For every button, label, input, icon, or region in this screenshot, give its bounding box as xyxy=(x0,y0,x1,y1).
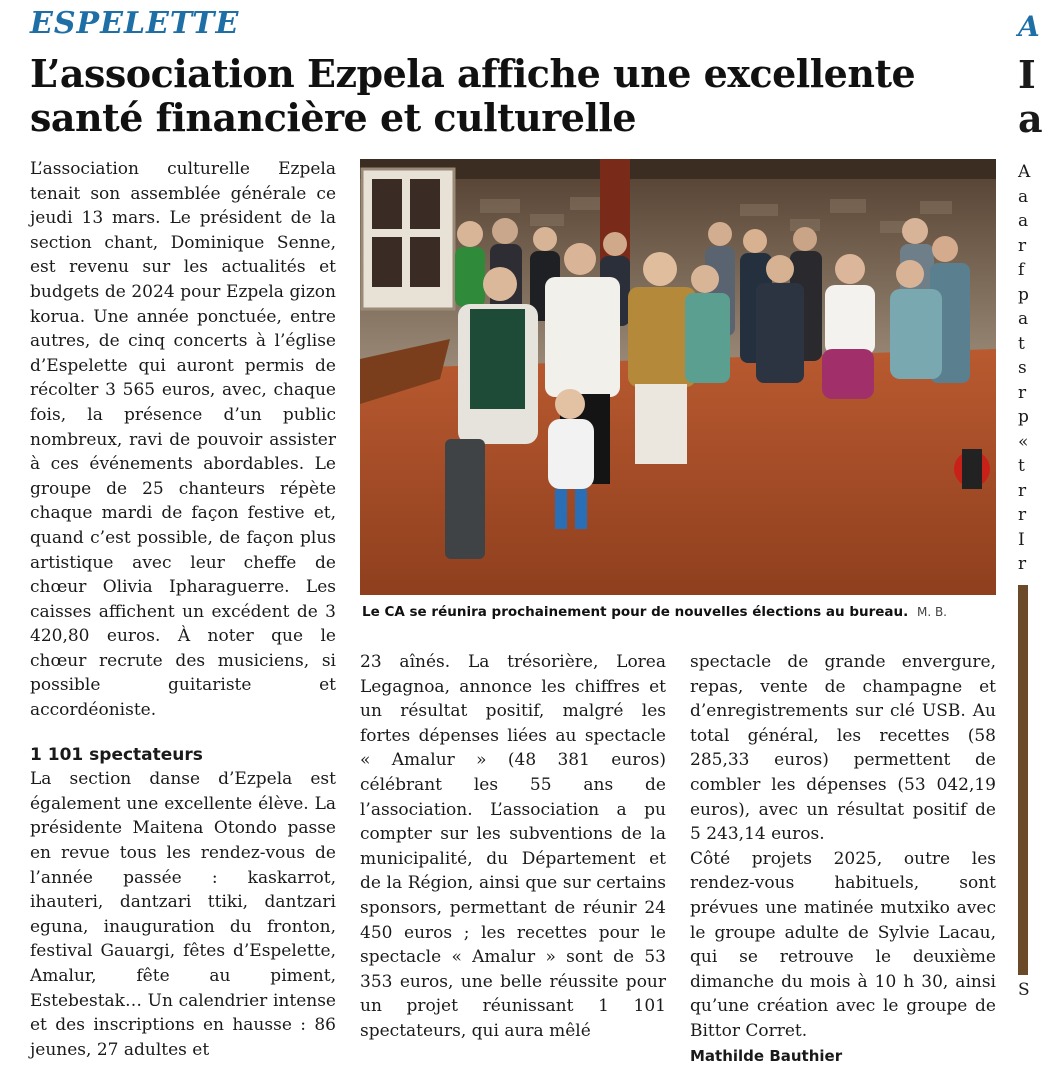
adjacent-kicker: A xyxy=(1018,10,1040,43)
adjacent-line-fragment: r xyxy=(1018,234,1030,259)
adjacent-line-fragment: a xyxy=(1018,185,1030,210)
article-column-2 xyxy=(360,650,666,1044)
adjacent-line-fragment: r xyxy=(1018,381,1030,406)
article-paragraph: L’association culturelle Ezpela tenait son assemblée générale ce jeudi 13 mars. Le président de la section chant, Dominique Senne, est revenu sur les actualités et budgets de 2024 pour Ezpela gizon korua. Une année ponctuée, entre autres, de cinq concerts à l’église d’Espelette qui auront permis de récolter 3 565 euros, avec, chaque fois, la présence d’un public nombreux, ravi de pouvoir assister à ces événements abordables. Le groupe de 25 chanteurs répète chaque mardi de façon festive et, quand c’est possible, de façon plus artistique avec leur cheffe de chœur Olivia Ipharaguerre. Les caisses affichent un excédent de 3 420,80 euros. À noter que le chœur recrute des musiciens, si possible guitariste et accordéoniste. xyxy=(30,157,336,723)
article-paragraph: Côté projets 2025, outre les rendez-vous habituels, sont prévues une matinée mutxiko avec le groupe adulte de Sylvie Lacau, qui se retrouve le deuxième dimanche du mois à 10 h 30, ainsi qu’une création avec le groupe de Bittor Corret. xyxy=(690,847,996,1044)
article-paragraph: La section danse d’Ezpela est également une excellente élève. La présidente Maitena Otondo passe en revue tous les rendez-vous de l’année passée : kaskarrot, ihauteri, dantzari ttiki, dantzari eguna, inauguration du fronton, festival Gauargi, fêtes d’Espelette, Amalur, fête au piment, Estebestak… Un calendrier intense et des inscriptions en hausse : 86 jeunes, 27 adultes et xyxy=(30,767,336,1062)
group-photo xyxy=(360,159,996,595)
article-paragraph: spectacle de grande envergure, repas, vente de champagne et d’enregistrements sur clé USB. Au total général, les recettes (58 285,33 euros) permettent de combler les dépenses (53 042,19 euros), avec un résultat positif de 5 243,14 euros. xyxy=(690,650,996,847)
photo-caption xyxy=(362,604,1002,620)
adjacent-line-fragment: r xyxy=(1018,479,1030,504)
caption-text: Le CA se réunira prochainement pour de nouvelles élections au bureau. xyxy=(362,604,908,620)
article-subhead: 1 101 spectateurs xyxy=(30,743,336,768)
adjacent-line-fragment: a xyxy=(1018,307,1030,332)
author-signature: Mathilde Bauthier xyxy=(690,1044,996,1068)
adjacent-line-fragment: r xyxy=(1018,552,1030,577)
adjacent-headline-line: I xyxy=(1018,52,1036,97)
headline: L’association Ezpela affiche une excellente santé financière et culturelle xyxy=(30,52,970,140)
adjacent-line-fragment: r xyxy=(1018,503,1030,528)
group-photo-illustration xyxy=(360,159,996,595)
adjacent-column xyxy=(1018,160,1030,577)
article-column-1 xyxy=(30,157,336,1062)
adjacent-line-fragment: a xyxy=(1018,209,1030,234)
adjacent-line-fragment: A xyxy=(1018,160,1030,185)
photo-credit: M. B. xyxy=(917,605,947,619)
article-paragraph: 23 aînés. La trésorière, Lorea Legagnoa, annonce les chiffres et un résultat positif, malgré les fortes dépenses liées au spectacle « Amalur » (48 381 euros) célébrant les 55 ans de l’association. L’association a pu compter sur les subventions de la municipalité, du Département et de la Région, ainsi que sur certains sponsors, permettant de réunir 24 450 euros ; les recettes pour le spectacle « Amalur » sont de 53 353 euros, une belle réussite pour un projet réunissant 1 101 spectateurs, qui aura mêlé xyxy=(360,650,666,1044)
adjacent-line-fragment: f xyxy=(1018,258,1030,283)
adjacent-headline-line: a xyxy=(1018,96,1043,141)
kicker: ESPELETTE xyxy=(30,6,239,41)
article-column-3 xyxy=(690,650,996,1068)
adjacent-bottom-letter: S xyxy=(1018,980,1030,1000)
adjacent-line-fragment: p xyxy=(1018,405,1030,430)
adjacent-line-fragment: t xyxy=(1018,454,1030,479)
adjacent-photo xyxy=(1018,585,1028,975)
adjacent-line-fragment: « xyxy=(1018,430,1030,455)
adjacent-line-fragment: I xyxy=(1018,528,1030,553)
adjacent-line-fragment: s xyxy=(1018,356,1030,381)
adjacent-article-edge xyxy=(1004,0,1024,1010)
adjacent-line-fragment: p xyxy=(1018,283,1030,308)
adjacent-line-fragment: t xyxy=(1018,332,1030,357)
